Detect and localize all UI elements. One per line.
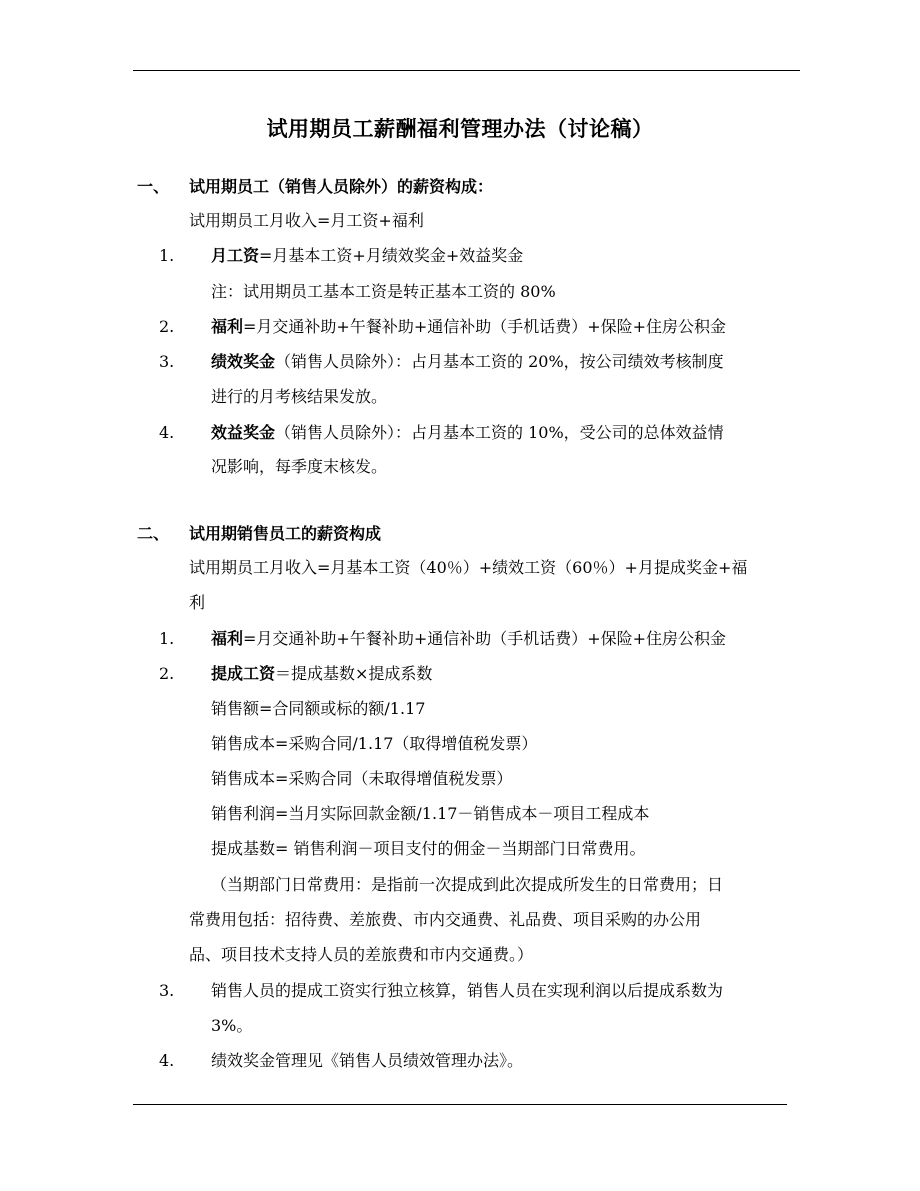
s2-item2-number: 2. (159, 664, 175, 683)
document-title: 试用期员工薪酬福利管理办法（讨论稿） (266, 116, 654, 141)
s2-sub-base: 提成基数= 销售利润－项目支付的佣金－当期部门日常费用。 (211, 839, 646, 858)
s2-sub-cost-no-invoice: 销售成本=采购合同（未取得增值税发票） (211, 769, 513, 788)
section2-formula-cont: 利 (189, 593, 206, 612)
section1-formula: 试用期员工月收入=月工资+福利 (189, 211, 424, 230)
section2-formula: 试用期员工月收入=月基本工资（40％）+绩效工资（60％）+月提成奖金+福 (189, 558, 748, 577)
s1-item1-number: 1. (159, 246, 175, 265)
s2-paren-line1: （当期部门日常费用：是指前一次提成到此次提成所发生的日常费用；日 (211, 875, 724, 894)
s2-item3-cont: 3%。 (211, 1016, 253, 1035)
s1-item4-number: 4. (159, 423, 175, 442)
s1-item2-number: 2. (159, 317, 175, 336)
s1-item1-label: 月工资 (211, 246, 260, 265)
footer-rule (133, 1104, 787, 1105)
s1-note: 注：试用期员工基本工资是转正基本工资的 80% (211, 282, 556, 301)
s1-item4-label: 效益奖金 (211, 423, 276, 442)
s2-item2-text: ＝提成基数×提成系数 (275, 664, 433, 683)
s2-item2-label: 提成工资 (211, 664, 276, 683)
section1-heading: 试用期员工（销售人员除外）的薪资构成： (189, 177, 494, 196)
s2-item1-label: 福利 (211, 629, 244, 648)
s1-item3-number: 3. (159, 352, 175, 371)
s2-item2 (211, 663, 432, 685)
s1-item4 (211, 422, 724, 444)
s1-item3-cont: 进行的月考核结果发放。 (211, 387, 388, 406)
s2-item1-number: 1. (159, 629, 175, 648)
section2-heading: 试用期销售员工的薪资构成 (189, 524, 382, 543)
section1-number: 一、 (137, 177, 170, 196)
s2-sub-cost-invoice: 销售成本=采购合同/1.17（取得增值税发票） (211, 734, 538, 753)
s1-item1-text: =月基本工资+月绩效奖金+效益奖金 (259, 246, 524, 265)
s2-item4-number: 4. (159, 1051, 175, 1070)
s1-item2 (211, 316, 726, 338)
s2-item1 (211, 628, 726, 650)
s1-item1 (211, 245, 523, 267)
s2-item3-text: 销售人员的提成工资实行独立核算，销售人员在实现利润以后提成系数为 (211, 981, 724, 1000)
s2-paren-line3: 品、项目技术支持人员的差旅费和市内交通费。） (189, 945, 534, 964)
s2-sub-sales: 销售额=合同额或标的额/1.17 (211, 699, 426, 718)
s2-item4-text: 绩效奖金管理见《销售人员绩效管理办法》。 (211, 1051, 524, 1070)
section2-number: 二、 (137, 524, 170, 543)
s1-item3 (211, 351, 724, 373)
s1-item4-cont: 况影响，每季度末核发。 (211, 457, 388, 476)
s1-item4-text: （销售人员除外）：占月基本工资的 10%，受公司的总体效益情 (275, 423, 724, 442)
s1-item3-text: （销售人员除外）：占月基本工资的 20%，按公司绩效考核制度 (275, 352, 724, 371)
s1-item3-label: 绩效奖金 (211, 352, 276, 371)
s2-item1-text: =月交通补助+午餐补助+通信补助（手机话费）+保险+住房公积金 (243, 629, 727, 648)
s1-item2-text: =月交通补助+午餐补助+通信补助（手机话费）+保险+住房公积金 (243, 317, 727, 336)
header-rule (133, 70, 800, 71)
s2-paren-line2: 常费用包括：招待费、差旅费、市内交通费、礼品费、项目采购的办公用 (189, 910, 702, 929)
s1-item2-label: 福利 (211, 317, 244, 336)
s2-sub-profit: 销售利润=当月实际回款金额/1.17－销售成本－项目工程成本 (211, 804, 650, 823)
s2-item3-number: 3. (159, 981, 175, 1000)
